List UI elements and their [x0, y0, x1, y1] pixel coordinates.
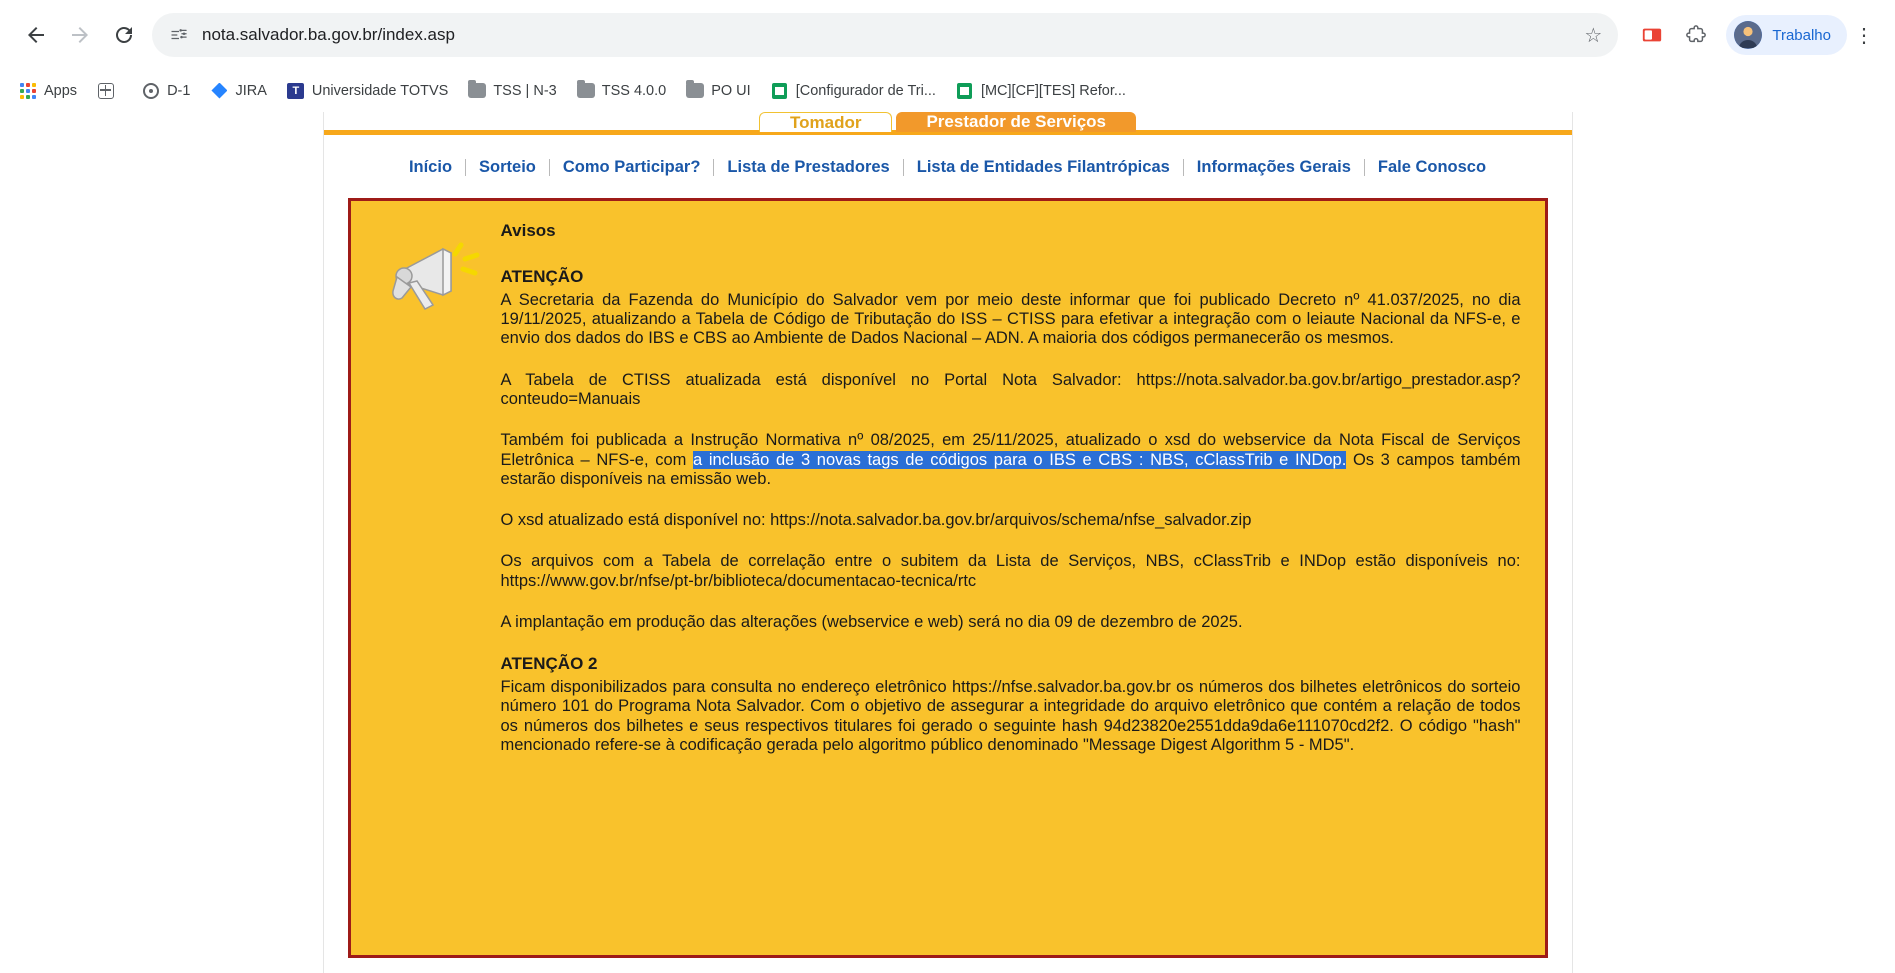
browser-toolbar — [0, 0, 1895, 70]
nav-item-como-participar[interactable]: Como Participar? — [562, 157, 701, 176]
bookmark-label: D-1 — [167, 82, 191, 99]
nav-item-informacoes-gerais[interactable]: Informações Gerais — [1196, 157, 1351, 176]
tab-label: Tomador — [790, 112, 862, 132]
nav-item-sorteio[interactable]: Sorteio — [479, 157, 536, 176]
bookmark-label: [Configurador de Tri... — [795, 82, 936, 99]
forward-button[interactable] — [58, 13, 102, 57]
extensions-icon[interactable] — [1676, 15, 1716, 55]
nav-item-lista-de-entidades-filantropicas[interactable]: Lista de Entidades Filantrópicas — [916, 157, 1170, 176]
jira-icon — [210, 82, 228, 100]
site-tabs — [324, 112, 1572, 136]
atencao-paragraph-6: A implantação em produção das alterações (webservice e web) será no dia 09 de dezembro de 2025. — [500, 613, 1243, 632]
atencao-paragraph-5: Os arquivos com a Tabela de correlação entre o subitem da Lista de Serviços, NBS, cClassTrib e INDop estão disponíveis no: https://www.gov.br/nfse/pt-br/biblioteca/documentacao-tecnica/rtc — [500, 552, 1521, 590]
folder-icon — [468, 82, 486, 100]
bookmark-mc-cf-tes[interactable] — [947, 75, 1135, 107]
bookmark-label: JIRA — [235, 82, 267, 99]
back-arrow-icon — [24, 23, 48, 47]
bookmark-jira[interactable] — [201, 75, 275, 107]
bookmark-po-ui[interactable] — [677, 75, 759, 107]
paragraph-3-post: Os 3 campos também estarão disponíveis na emissão web. — [500, 450, 1521, 488]
reload-button[interactable] — [102, 13, 146, 57]
bookmark-tss-n3[interactable] — [459, 75, 565, 107]
back-button[interactable] — [14, 13, 58, 57]
url-text: nota.salvador.ba.gov.br/index.asp — [202, 25, 455, 44]
avisos-title: Avisos — [500, 221, 556, 240]
bookmark-tss-400[interactable] — [568, 75, 675, 107]
bookmark-apps[interactable] — [10, 75, 86, 107]
avisos-panel — [348, 198, 1548, 958]
nav-item-lista-de-prestadores[interactable]: Lista de Prestadores — [727, 157, 890, 176]
bookmark-d1[interactable] — [133, 75, 199, 107]
nota-salvador-page — [323, 112, 1573, 973]
browser-menu-icon[interactable]: ⋮ — [1854, 24, 1874, 47]
address-bar[interactable] — [152, 13, 1618, 57]
bookmark-universidade-totvs[interactable] — [278, 75, 457, 107]
tab-tomador[interactable] — [759, 112, 892, 132]
circle-icon — [142, 82, 160, 100]
bookmark-label: PO UI — [711, 82, 751, 99]
selected-text-highlight: a inclusão de 3 novas tags de códigos para o IBS e CBS : NBS, cClassTrib e INDop. — [693, 450, 1347, 469]
site-nav-menu — [324, 136, 1572, 198]
bookmark-star-icon[interactable]: ☆ — [1584, 24, 1603, 47]
nav-item-inicio[interactable]: Início — [408, 157, 453, 176]
megaphone-icon — [375, 221, 487, 324]
bookmark-label: Apps — [44, 82, 78, 99]
atencao-paragraph-2: A Tabela de CTISS atualizada está disponível no Portal Nota Salvador: https://nota.salvador.ba.gov.br/artigo_prestador.asp?conteudo=Manuais — [500, 370, 1521, 408]
bookmark-label: Universidade TOTVS — [311, 82, 449, 99]
dashboard-grid-icon — [97, 82, 115, 100]
atencao-paragraph-4: O xsd atualizado está disponível no: https://nota.salvador.ba.gov.br/arquivos/schema/nfse_salvador.zip — [500, 511, 1252, 530]
paragraph-3-pre: Também foi publicada a Instrução Normativa nº 08/2025, em 25/11/2025, atualizado o xsd do webservice da Nota Fiscal de Serviços Eletrônica – NFS-e, com — [500, 431, 1521, 469]
totvs-icon: T — [287, 82, 305, 100]
avisos-text — [487, 221, 1521, 755]
media-cast-icon[interactable] — [1632, 15, 1672, 55]
google-sheets-icon — [956, 82, 974, 100]
site-settings-icon[interactable] — [168, 24, 190, 46]
folder-icon — [577, 82, 595, 100]
bookmark-dashboard[interactable] — [88, 75, 131, 107]
folder-icon — [686, 82, 704, 100]
bookmarks-bar — [0, 70, 1895, 112]
google-sheets-icon — [771, 82, 789, 100]
tab-label: Prestador de Serviços — [926, 112, 1106, 131]
atencao-2-heading: ATENÇÃO 2 — [500, 654, 598, 674]
bookmark-label: TSS 4.0.0 — [601, 82, 667, 99]
tab-prestador-de-servicos[interactable] — [896, 112, 1136, 132]
profile-label: Trabalho — [1772, 26, 1831, 44]
forward-arrow-icon — [68, 23, 92, 47]
nav-item-fale-conosco[interactable]: Fale Conosco — [1377, 157, 1487, 176]
bookmark-label: [MC][CF][TES] Refor... — [980, 82, 1126, 99]
atencao-paragraph-1: A Secretaria da Fazenda do Município do Salvador vem por meio deste informar que foi publicado Decreto nº 41.037/2025, no dia 19/11/2025, atualizando a Tabela de Código de Tributação do ISS – CTISS para efetivar a integração com o leiaute Nacional da NFS-e, e envio dos dados do IBS e CBS ao Ambiente de Dados Nacional – ADN. A maioria dos códigos permanecerão os mesmos. — [500, 290, 1521, 348]
atencao-heading: ATENÇÃO — [500, 266, 584, 286]
bookmark-label: TSS | N-3 — [493, 82, 557, 99]
reload-icon — [112, 23, 136, 47]
atencao-2-paragraph: Ficam disponibilizados para consulta no endereço eletrônico https://nfse.salvador.ba.gov.br os números dos bilhetes eletrônicos do sorteio número 101 do Programa Nota Salvador. Com o objetivo de assegurar a integridade do arquivo eletrônico que contém a relação de todos os números dos bilhetes e seus respectivos titulares foi gerado o seguinte hash 94d23820e2551dda9da6e111070cd2f2. O código "hash" mencionado refere-se à codificação gerada pelo algoritmo público denominado "Message Digest Algorithm 5 - MD5". — [500, 678, 1521, 755]
profile-button[interactable] — [1726, 15, 1847, 55]
avatar — [1734, 21, 1762, 49]
google-apps-icon — [19, 82, 37, 100]
page-viewport — [0, 112, 1895, 973]
bookmark-configurador[interactable] — [762, 75, 945, 107]
atencao-paragraph-3 — [501, 431, 1521, 489]
